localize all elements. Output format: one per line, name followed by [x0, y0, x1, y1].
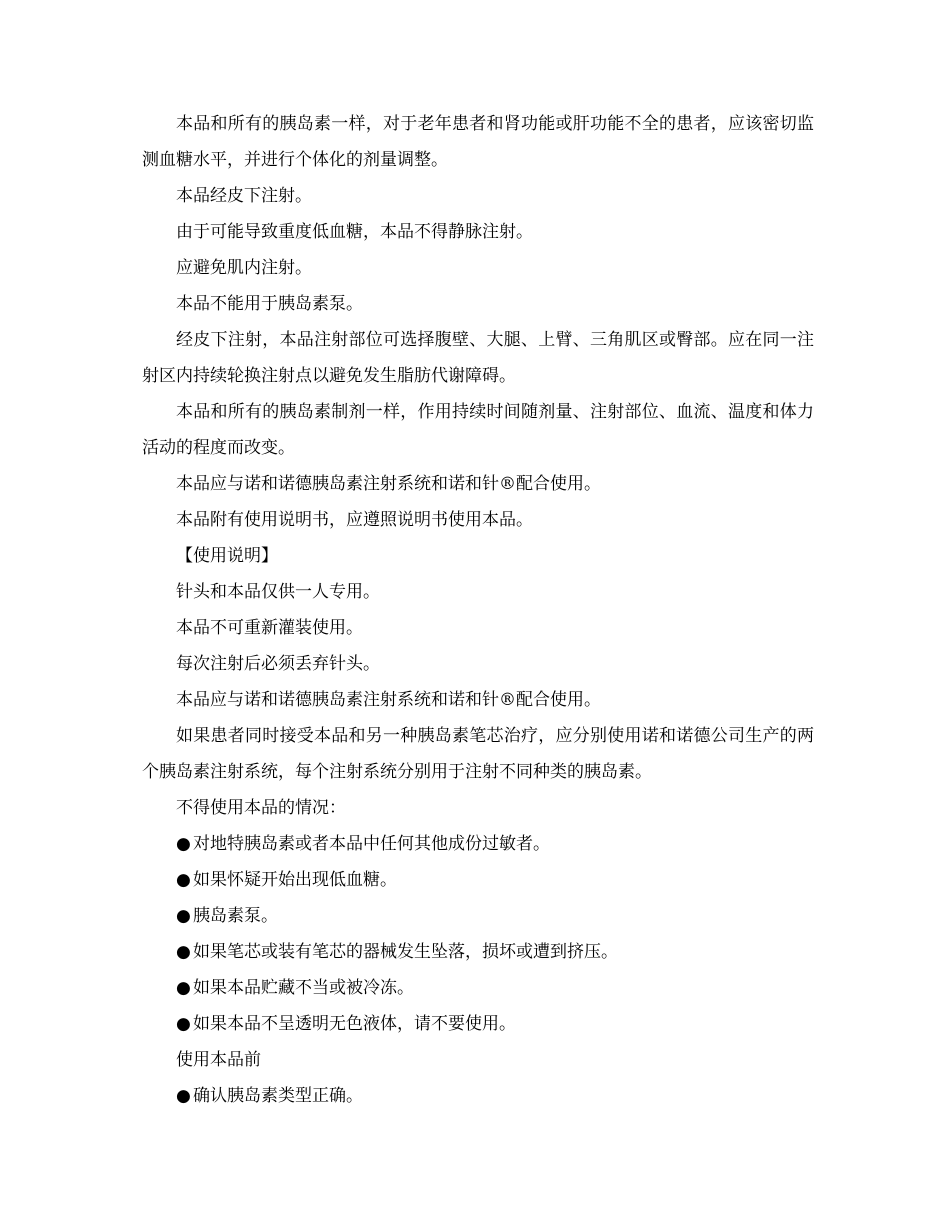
paragraph-injection-system: 本品应与诺和诺德胰岛素注射系统和诺和针®配合使用。 — [176, 474, 601, 494]
list-item — [142, 1006, 814, 1042]
bullet-icon: ● — [176, 1014, 191, 1034]
list-item-text: 如果本品贮藏不当或被冷冻。 — [193, 978, 414, 998]
list-item — [142, 970, 814, 1006]
paragraph-no-pump: 本品不能用于胰岛素泵。 — [176, 294, 363, 314]
list-item-text: 确认胰岛素类型正确。 — [193, 1086, 363, 1106]
list-item — [142, 898, 814, 934]
bullet-icon: ● — [176, 870, 191, 890]
paragraph-discard-needle: 每次注射后必须丢弃针头。 — [176, 654, 380, 674]
paragraph-injection-system-2: 本品应与诺和诺德胰岛素注射系统和诺和针®配合使用。 — [176, 690, 601, 710]
paragraph-two-systems: 如果患者同时接受本品和另一种胰岛素笔芯治疗，应分别使用诺和诺德公司生产的两个胰岛素注射系统，每个注射系统分别用于注射不同种类的胰岛素。 — [142, 726, 814, 782]
before-use-heading: 使用本品前 — [176, 1050, 261, 1070]
bullet-icon: ● — [176, 942, 191, 962]
section-heading-usage: 【使用说明】 — [176, 546, 278, 566]
paragraph-injection-sites: 经皮下注射，本品注射部位可选择腹壁、大腿、上臂、三角肌区或臀部。应在同一注射区内持续轮换注射点以避免发生脂肪代谢障碍。 — [142, 330, 814, 386]
paragraph-single-user: 针头和本品仅供一人专用。 — [176, 582, 380, 602]
paragraph-do-not-use-heading: 不得使用本品的情况： — [176, 798, 346, 818]
bullet-icon: ● — [176, 1086, 191, 1106]
list-item-text: 如果本品不呈透明无色液体，请不要使用。 — [193, 1014, 516, 1034]
paragraph-dosage-monitoring: 本品和所有的胰岛素一样，对于老年患者和肾功能或肝功能不全的患者，应该密切监测血糖水平，并进行个体化的剂量调整。 — [142, 114, 814, 170]
list-item-text: 对地特胰岛素或者本品中任何其他成份过敏者。 — [193, 834, 550, 854]
list-item — [142, 1078, 814, 1114]
paragraph-no-im: 应避免肌内注射。 — [176, 258, 312, 278]
list-item-text: 胰岛素泵。 — [193, 906, 278, 926]
paragraph-duration: 本品和所有的胰岛素制剂一样，作用持续时间随剂量、注射部位、血流、温度和体力活动的程度而改变。 — [142, 402, 814, 458]
list-item — [142, 826, 814, 862]
list-item-text: 如果怀疑开始出现低血糖。 — [193, 870, 397, 890]
paragraph-instructions: 本品附有使用说明书，应遵照说明书使用本品。 — [176, 510, 533, 530]
bullet-icon: ● — [176, 978, 191, 998]
list-item-text: 如果笔芯或装有笔芯的器械发生坠落，损坏或遭到挤压。 — [193, 942, 618, 962]
list-item — [142, 934, 814, 970]
paragraph-subcutaneous: 本品经皮下注射。 — [176, 186, 312, 206]
paragraph-no-iv: 由于可能导致重度低血糖，本品不得静脉注射。 — [176, 222, 533, 242]
list-item — [142, 862, 814, 898]
document-page — [142, 106, 814, 1114]
bullet-icon: ● — [176, 906, 191, 926]
paragraph-no-refill: 本品不可重新灌装使用。 — [176, 618, 363, 638]
bullet-icon: ● — [176, 834, 191, 854]
